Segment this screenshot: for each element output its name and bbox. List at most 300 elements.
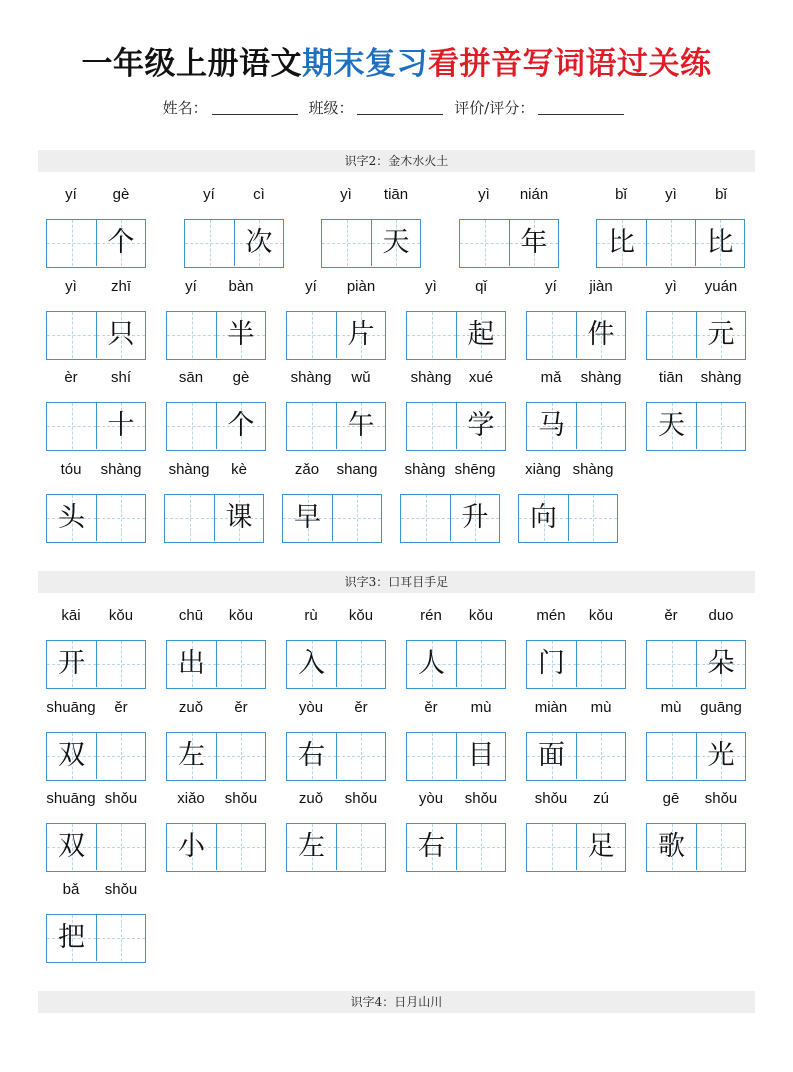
word-item <box>286 278 386 362</box>
blank-writing-cell[interactable] <box>167 403 216 449</box>
pinyin-syllable: yuán <box>704 278 738 295</box>
given-character-cell <box>407 641 456 687</box>
word-item <box>406 607 506 691</box>
pinyin-syllable: chū <box>178 607 204 624</box>
pinyin-line <box>46 790 146 814</box>
pinyin-line <box>526 369 626 393</box>
character-text: 目 <box>467 740 495 771</box>
given-character-cell <box>509 220 558 266</box>
word-item <box>321 186 421 270</box>
character-text: 马 <box>538 410 565 441</box>
word-item <box>46 369 146 453</box>
blank-writing-cell[interactable] <box>647 733 696 779</box>
word-item <box>282 461 382 545</box>
given-character-cell <box>407 824 456 870</box>
title-part-exercise: 看拼音写词语过关练 <box>428 46 712 82</box>
pinyin-syllable: shuāng <box>46 699 96 716</box>
tianzige-grid <box>518 494 618 543</box>
pinyin-line <box>166 278 266 302</box>
given-character-cell <box>214 495 263 541</box>
pinyin-syllable: shǒu <box>224 790 258 807</box>
blank-writing-cell[interactable] <box>287 403 336 449</box>
blank-writing-cell[interactable] <box>165 495 214 541</box>
blank-writing-cell[interactable] <box>407 733 456 779</box>
pinyin-syllable: yòu <box>418 790 444 807</box>
blank-writing-cell[interactable] <box>407 403 456 449</box>
pinyin-line <box>166 699 266 723</box>
given-character-cell <box>527 403 576 449</box>
pinyin-line <box>46 607 146 631</box>
character-text: 天 <box>382 227 410 258</box>
given-character-cell <box>96 312 145 358</box>
tianzige-grid <box>321 219 421 268</box>
pinyin-syllable: kǒu <box>468 607 494 624</box>
pinyin-line <box>526 699 626 723</box>
pinyin-syllable: ěr <box>664 607 678 624</box>
word-item <box>518 461 618 545</box>
tianzige-grid <box>596 219 745 268</box>
pinyin-syllable: shǒu <box>704 790 738 807</box>
blank-writing-cell[interactable] <box>647 641 696 687</box>
pinyin-syllable: mù <box>660 699 682 716</box>
pinyin-line <box>406 369 506 393</box>
tianzige-grid <box>286 402 386 451</box>
blank-writing-cell[interactable] <box>332 495 381 541</box>
pinyin-syllable: bǐ <box>615 186 627 203</box>
pinyin-line <box>406 278 506 302</box>
word-item <box>184 186 284 270</box>
blank-writing-cell[interactable] <box>47 312 96 358</box>
pinyin-syllable: duo <box>708 607 734 624</box>
pinyin-syllable: cì <box>253 186 265 203</box>
word-item <box>646 699 746 783</box>
tianzige-grid <box>526 823 626 872</box>
blank-writing-cell[interactable] <box>460 220 509 266</box>
name-blank[interactable] <box>212 114 298 115</box>
blank-writing-cell[interactable] <box>527 824 576 870</box>
pinyin-syllable: kè <box>231 461 247 478</box>
pinyin-syllable: yí <box>305 278 317 295</box>
character-text: 开 <box>58 648 85 679</box>
pinyin-line <box>646 278 746 302</box>
pinyin-syllable: mén <box>536 607 566 624</box>
given-character-cell <box>167 824 216 870</box>
blank-writing-cell[interactable] <box>96 733 145 779</box>
character-text: 次 <box>245 227 273 258</box>
pinyin-syllable: yì <box>478 186 490 203</box>
class-label: 班级： <box>308 99 354 117</box>
pinyin-syllable: piàn <box>346 278 376 295</box>
pinyin-syllable: jiàn <box>589 278 613 295</box>
word-item <box>46 881 146 965</box>
word-item <box>526 369 626 453</box>
character-text: 早 <box>294 502 321 533</box>
word-item <box>166 369 266 453</box>
word-item <box>286 607 386 691</box>
word-item <box>286 699 386 783</box>
tianzige-grid <box>286 640 386 689</box>
pinyin-line <box>321 186 421 210</box>
character-text: 左 <box>178 740 205 771</box>
character-text: 个 <box>107 227 135 258</box>
pinyin-line <box>526 278 626 302</box>
tianzige-grid <box>46 494 146 543</box>
character-text: 学 <box>467 410 495 441</box>
pinyin-syllable: shàng <box>572 461 614 478</box>
pinyin-line <box>518 461 618 485</box>
pinyin-line <box>286 607 386 631</box>
pinyin-syllable: tiān <box>383 186 409 203</box>
character-text: 把 <box>58 922 85 953</box>
section-heading-1: 识字2：金木水火土 <box>38 150 755 172</box>
given-character-cell <box>576 312 625 358</box>
pinyin-syllable: zuǒ <box>298 790 324 807</box>
blank-writing-cell[interactable] <box>456 824 505 870</box>
pinyin-line <box>184 186 284 210</box>
pinyin-line <box>166 369 266 393</box>
character-text: 头 <box>58 502 85 533</box>
word-item <box>46 186 146 270</box>
title-part-review: 期末复习 <box>302 46 428 82</box>
pinyin-syllable: yí <box>65 186 77 203</box>
character-text: 歌 <box>658 831 685 862</box>
blank-writing-cell[interactable] <box>216 641 265 687</box>
tianzige-grid <box>646 311 746 360</box>
tianzige-grid <box>46 402 146 451</box>
character-text: 课 <box>225 502 253 533</box>
character-text: 年 <box>520 227 548 258</box>
pinyin-syllable: kǒu <box>108 607 134 624</box>
word-item <box>406 699 506 783</box>
given-character-cell <box>696 641 745 687</box>
character-text: 午 <box>347 410 375 441</box>
pinyin-line <box>646 790 746 814</box>
pinyin-syllable: ěr <box>354 699 368 716</box>
pinyin-syllable: shǒu <box>464 790 498 807</box>
tianzige-grid <box>46 311 146 360</box>
blank-writing-cell[interactable] <box>336 733 385 779</box>
blank-writing-cell[interactable] <box>287 312 336 358</box>
blank-writing-cell[interactable] <box>96 824 145 870</box>
word-item <box>166 607 266 691</box>
blank-writing-cell[interactable] <box>527 312 576 358</box>
pinyin-syllable: shǒu <box>344 790 378 807</box>
pinyin-syllable: zhī <box>110 278 131 295</box>
word-item <box>166 278 266 362</box>
blank-writing-cell[interactable] <box>647 312 696 358</box>
pinyin-line <box>406 790 506 814</box>
character-text: 小 <box>178 831 205 862</box>
pinyin-line <box>286 790 386 814</box>
pinyin-syllable: gè <box>232 369 250 386</box>
character-text: 门 <box>538 648 565 679</box>
tianzige-grid <box>400 494 500 543</box>
tianzige-grid <box>526 311 626 360</box>
character-text: 出 <box>178 648 205 679</box>
blank-writing-cell[interactable] <box>47 403 96 449</box>
score-label: 评价/评分： <box>454 99 535 117</box>
word-item <box>46 461 146 545</box>
character-text: 朵 <box>707 648 735 679</box>
word-item <box>46 699 146 783</box>
character-text: 个 <box>227 410 255 441</box>
pinyin-syllable: yì <box>665 186 677 203</box>
pinyin-line <box>459 186 559 210</box>
blank-writing-cell[interactable] <box>576 403 625 449</box>
tianzige-grid <box>166 823 266 872</box>
given-character-cell <box>456 312 505 358</box>
given-character-cell <box>527 733 576 779</box>
blank-writing-cell[interactable] <box>96 915 145 961</box>
tianzige-grid <box>166 402 266 451</box>
tianzige-grid <box>46 219 146 268</box>
tianzige-grid <box>459 219 559 268</box>
given-character-cell <box>283 495 332 541</box>
pinyin-syllable: kǒu <box>588 607 614 624</box>
pinyin-syllable: shuāng <box>46 790 96 807</box>
tianzige-grid <box>286 311 386 360</box>
pinyin-line <box>164 461 264 485</box>
pinyin-line <box>286 699 386 723</box>
pinyin-syllable: shí <box>110 369 131 386</box>
pinyin-syllable: zuǒ <box>178 699 204 716</box>
title-part-grade: 一年级上册语文 <box>81 46 302 82</box>
pinyin-syllable: sān <box>178 369 204 386</box>
character-text: 天 <box>658 410 685 441</box>
character-text: 光 <box>707 740 735 771</box>
character-text: 双 <box>58 831 85 862</box>
tianzige-grid <box>282 494 382 543</box>
character-text: 起 <box>467 319 495 350</box>
word-item <box>46 607 146 691</box>
given-character-cell <box>287 733 336 779</box>
pinyin-syllable: shàng <box>404 461 446 478</box>
tianzige-grid <box>286 823 386 872</box>
pinyin-syllable: mǎ <box>540 369 562 386</box>
blank-writing-cell[interactable] <box>336 824 385 870</box>
character-text: 入 <box>298 648 325 679</box>
word-item <box>286 790 386 874</box>
pinyin-syllable: kāi <box>61 607 81 624</box>
character-text: 十 <box>107 410 135 441</box>
tianzige-grid <box>406 732 506 781</box>
blank-writing-cell[interactable] <box>456 641 505 687</box>
pinyin-line <box>646 607 746 631</box>
tianzige-grid <box>286 732 386 781</box>
blank-writing-cell[interactable] <box>185 220 234 266</box>
word-item <box>526 278 626 362</box>
pinyin-line <box>46 881 146 905</box>
word-item <box>406 278 506 362</box>
blank-writing-cell[interactable] <box>167 312 216 358</box>
pinyin-syllable: shǒu <box>534 790 568 807</box>
class-blank[interactable] <box>357 114 443 115</box>
blank-writing-cell[interactable] <box>576 733 625 779</box>
character-text: 面 <box>538 740 565 771</box>
character-text: 比 <box>706 227 734 258</box>
blank-writing-cell[interactable] <box>401 495 450 541</box>
blank-writing-cell[interactable] <box>696 403 745 449</box>
pinyin-line <box>286 278 386 302</box>
tianzige-grid <box>646 823 746 872</box>
given-character-cell <box>47 733 96 779</box>
character-text: 元 <box>707 319 735 350</box>
pinyin-syllable: èr <box>64 369 78 386</box>
pinyin-syllable: yí <box>185 278 197 295</box>
word-item <box>596 186 746 270</box>
pinyin-syllable: shàng <box>410 369 452 386</box>
word-item <box>526 790 626 874</box>
score-blank[interactable] <box>538 114 624 115</box>
pinyin-syllable: ěr <box>234 699 248 716</box>
pinyin-syllable: xiàng <box>525 461 561 478</box>
pinyin-line <box>46 186 146 210</box>
pinyin-syllable: gē <box>662 790 680 807</box>
tianzige-grid <box>526 640 626 689</box>
pinyin-syllable: shàng <box>700 369 742 386</box>
given-character-cell <box>336 312 385 358</box>
given-character-cell <box>216 312 265 358</box>
pinyin-line <box>282 461 382 485</box>
blank-writing-cell[interactable] <box>47 220 96 266</box>
given-character-cell <box>696 312 745 358</box>
tianzige-grid <box>646 402 746 451</box>
pinyin-syllable: gè <box>112 186 130 203</box>
character-text: 只 <box>107 319 135 350</box>
tianzige-grid <box>166 311 266 360</box>
given-character-cell <box>647 403 696 449</box>
tianzige-grid <box>526 402 626 451</box>
pinyin-syllable: shǒu <box>104 881 138 898</box>
pinyin-line <box>166 790 266 814</box>
character-text: 件 <box>587 319 615 350</box>
blank-writing-cell[interactable] <box>322 220 371 266</box>
pinyin-syllable: tiān <box>658 369 684 386</box>
pinyin-line <box>526 790 626 814</box>
section-heading-2: 识字3：口耳目手足 <box>38 571 755 593</box>
blank-writing-cell[interactable] <box>646 220 695 266</box>
blank-writing-cell[interactable] <box>216 824 265 870</box>
given-character-cell <box>287 641 336 687</box>
given-character-cell <box>519 495 568 541</box>
pinyin-syllable: yì <box>340 186 352 203</box>
given-character-cell <box>216 403 265 449</box>
tianzige-grid <box>166 732 266 781</box>
blank-writing-cell[interactable] <box>407 312 456 358</box>
tianzige-grid <box>164 494 264 543</box>
worksheet-title <box>0 38 793 83</box>
pinyin-syllable: nián <box>519 186 549 203</box>
given-character-cell <box>167 641 216 687</box>
given-character-cell <box>47 915 96 961</box>
pinyin-line <box>406 699 506 723</box>
pinyin-syllable: shǒu <box>104 790 138 807</box>
pinyin-line <box>46 369 146 393</box>
blank-writing-cell[interactable] <box>696 824 745 870</box>
pinyin-syllable: shàng <box>168 461 210 478</box>
character-text: 比 <box>608 227 635 258</box>
student-info-line <box>0 97 793 118</box>
character-text: 人 <box>418 648 445 679</box>
word-item <box>406 369 506 453</box>
pinyin-syllable: mù <box>470 699 492 716</box>
tianzige-grid <box>646 640 746 689</box>
tianzige-grid <box>406 640 506 689</box>
pinyin-syllable: shang <box>336 461 378 478</box>
word-item <box>526 607 626 691</box>
pinyin-line <box>46 699 146 723</box>
pinyin-syllable: yí <box>545 278 557 295</box>
pinyin-syllable: yì <box>425 278 437 295</box>
pinyin-syllable: shēng <box>454 461 496 478</box>
pinyin-syllable: shàng <box>290 369 332 386</box>
blank-writing-cell[interactable] <box>216 733 265 779</box>
word-item <box>646 369 746 453</box>
tianzige-grid <box>526 732 626 781</box>
blank-writing-cell[interactable] <box>576 641 625 687</box>
pinyin-syllable: wǔ <box>351 369 371 386</box>
blank-writing-cell[interactable] <box>96 495 145 541</box>
given-character-cell <box>576 824 625 870</box>
pinyin-line <box>286 369 386 393</box>
pinyin-syllable: guāng <box>700 699 742 716</box>
pinyin-syllable: miàn <box>534 699 568 716</box>
given-character-cell <box>47 641 96 687</box>
pinyin-line <box>46 461 146 485</box>
word-item <box>46 278 146 362</box>
tianzige-grid <box>46 823 146 872</box>
blank-writing-cell[interactable] <box>96 641 145 687</box>
character-text: 足 <box>587 831 615 862</box>
pinyin-syllable: xué <box>468 369 494 386</box>
pinyin-syllable: yòu <box>298 699 324 716</box>
word-item <box>646 790 746 874</box>
tianzige-grid <box>46 640 146 689</box>
tianzige-grid <box>646 732 746 781</box>
pinyin-syllable: kǒu <box>228 607 254 624</box>
character-text: 右 <box>298 740 325 771</box>
word-item <box>459 186 559 270</box>
pinyin-syllable: ěr <box>114 699 128 716</box>
pinyin-line <box>646 369 746 393</box>
blank-writing-cell[interactable] <box>336 641 385 687</box>
given-character-cell <box>456 403 505 449</box>
pinyin-syllable: zú <box>593 790 609 807</box>
tianzige-grid <box>46 914 146 963</box>
given-character-cell <box>47 495 96 541</box>
given-character-cell <box>695 220 744 266</box>
character-text: 左 <box>298 831 325 862</box>
blank-writing-cell[interactable] <box>568 495 617 541</box>
given-character-cell <box>234 220 283 266</box>
given-character-cell <box>597 220 646 266</box>
pinyin-syllable: zǎo <box>294 461 320 478</box>
tianzige-grid <box>406 402 506 451</box>
pinyin-syllable: xiǎo <box>177 790 205 807</box>
word-item <box>406 790 506 874</box>
pinyin-syllable: rù <box>304 607 318 624</box>
given-character-cell <box>96 403 145 449</box>
pinyin-line <box>596 186 727 210</box>
pinyin-line <box>166 607 266 631</box>
word-item <box>646 607 746 691</box>
pinyin-syllable: tóu <box>60 461 82 478</box>
given-character-cell <box>456 733 505 779</box>
given-character-cell <box>696 733 745 779</box>
pinyin-syllable: yì <box>65 278 77 295</box>
pinyin-line <box>400 461 500 485</box>
pinyin-syllable: yì <box>665 278 677 295</box>
